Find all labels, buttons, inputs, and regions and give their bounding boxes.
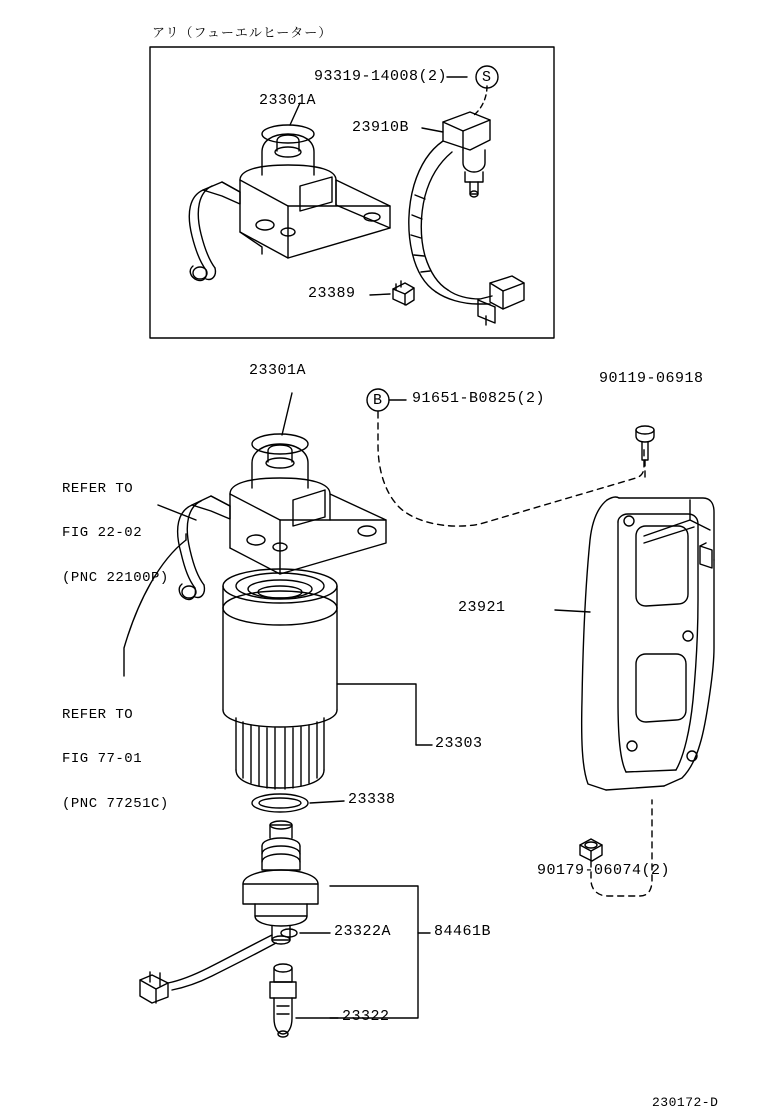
leader-none [344,538,410,610]
callout-b: B [373,392,383,409]
part-23303: 23303 [435,735,483,752]
part-90119: 90119-06918 [599,370,704,387]
bolt-90119 [636,426,654,460]
refer-22-02-line1: REFER TO [62,481,134,498]
inset-caption: アリ（フューエルヒーター） [152,26,333,41]
main-sensor-housing [243,821,318,944]
part-91651: 91651-B0825(2) [412,390,546,407]
part-23322: 23322 [342,1008,390,1025]
main-bracket [582,497,714,790]
refer-77-01-line2: FIG 77-01 [62,751,143,768]
refer-77-01 [62,679,169,841]
inset-leader-23389 [370,294,390,295]
main-fuel-filter [223,569,337,789]
inset-leader-s-dash [474,86,487,115]
inset-part-23910b: 23910B [352,119,410,136]
nut-90179 [580,839,602,861]
refer-77-01-line1: REFER TO [62,707,134,724]
part-23338: 23338 [348,791,396,808]
main-temp-sensor [270,964,296,1037]
leader-23301a [282,393,292,435]
main-fuel-pump [178,434,386,599]
main-washer [281,929,297,937]
inset-clip [393,281,414,305]
inset-fuel-pump [189,125,390,281]
main-o-ring-gasket [252,794,308,812]
inset-part-23389: 23389 [308,285,356,302]
inset-part-93319: 93319-14008(2) [314,68,448,85]
inset-leader-23910b [422,128,443,132]
main-lower-harness [140,935,276,1003]
drawing-id: 230172-D [652,1095,719,1110]
part-23921: 23921 [458,599,506,616]
part-23301a: 23301A [249,362,307,379]
dash-90179-to-bracket [591,800,652,896]
dash-91651-to-bracket [378,412,644,526]
refer-77-01-line3: (PNC 77251C) [62,795,169,812]
part-84461b: 84461B [434,923,492,940]
inset-callout-s: S [482,69,492,86]
inset-part-23301a: 23301A [259,92,317,109]
refer-22-02-line3: (PNC 22100P) [62,569,169,586]
leader-23338 [310,801,344,803]
refer-22-02 [62,453,169,615]
part-23322a: 23322A [334,923,392,940]
leader-23303-top [337,684,416,745]
refer-22-02-line2: FIG 22-02 [62,525,143,542]
part-90179: 90179-06074(2) [537,862,671,879]
leader-84461b-bracket [330,886,418,1018]
